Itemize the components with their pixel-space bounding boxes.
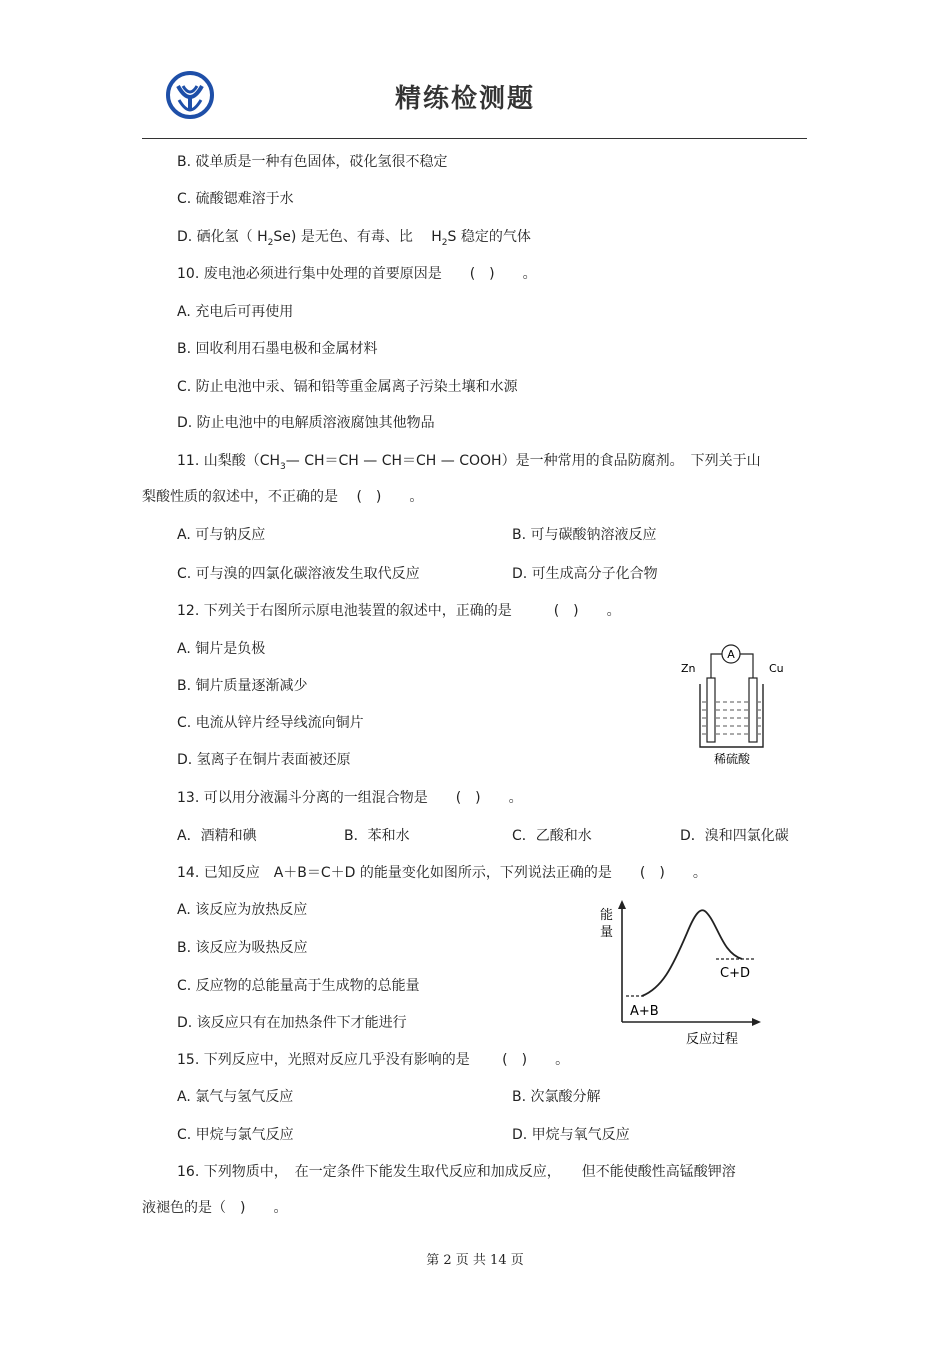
- q14-stem: 14. 已知反应 A＋B＝C＋D 的能量变化如图所示，下列说法正确的是 ( ) 。: [177, 865, 707, 881]
- ammeter-label: A: [727, 648, 735, 661]
- q12-option-a: A. 铜片是负极: [177, 641, 266, 657]
- q11-stem-line2: 梨酸性质的叙述中，不正确的是 ( ) 。: [142, 489, 424, 505]
- q14-option-c: C. 反应物的总能量高于生成物的总能量: [177, 978, 420, 994]
- q11-option-b: B. 可与碳酸钠溶液反应: [512, 527, 657, 543]
- zinc-electrode: [707, 678, 715, 742]
- header-divider: [142, 138, 807, 139]
- q14-option-a: A. 该反应为放热反应: [177, 902, 308, 918]
- page-title: 精练检测题: [395, 84, 536, 114]
- q11-stem-line1: [177, 450, 761, 472]
- q15-option-d: D. 甲烷与氧气反应: [512, 1127, 630, 1143]
- q14-option-d: D. 该反应只有在加热条件下才能进行: [177, 1015, 407, 1031]
- q15-stem: 15. 下列反应中，光照对反应几乎没有影响的是 ( ) 。: [177, 1052, 570, 1068]
- q12-option-c: C. 电流从锌片经导线流向铜片: [177, 715, 364, 731]
- q11-subscript: 3: [280, 461, 286, 472]
- q13-option-d: D．溴和四氯化碳: [680, 828, 789, 844]
- q10-option-b: B. 回收利用石墨电极和金属材料: [177, 341, 378, 357]
- q10-option-c: C. 防止电池中汞、镉和铅等重金属离子污染土壤和水源: [177, 379, 518, 395]
- y-axis-label-2: 量: [600, 925, 614, 940]
- electrolyte-label: 稀硫酸: [713, 752, 751, 766]
- y-axis-label-1: 能: [600, 908, 614, 923]
- q13-option-b: B．苯和水: [344, 828, 410, 844]
- x-axis-label: 反应过程: [686, 1032, 739, 1047]
- copper-electrode: [749, 678, 757, 742]
- q11-option-a: A. 可与钠反应: [177, 527, 266, 543]
- energy-diagram: [592, 898, 772, 1050]
- zinc-label: Zn: [681, 662, 696, 675]
- galvanic-cell-diagram: [676, 640, 796, 770]
- q11-option-c: C. 可与溴的四氯化碳溶液发生取代反应: [177, 566, 420, 582]
- q10-option-a: A. 充电后可再使用: [177, 304, 294, 320]
- publisher-logo-icon: [165, 70, 215, 120]
- q9d-subscript-1: 2: [267, 237, 274, 248]
- q9d-text-2: Se) 是无色、有毒、比 H: [273, 229, 442, 245]
- copper-label: Cu: [769, 662, 784, 675]
- q11-option-d: D. 可生成高分子化合物: [512, 566, 658, 582]
- q13-stem: 13. 可以用分液漏斗分离的一组混合物是 ( ) 。: [177, 790, 523, 806]
- q14-option-b: B. 该反应为吸热反应: [177, 940, 308, 956]
- q12-option-d: D. 氢离子在铜片表面被还原: [177, 752, 351, 768]
- q9-option-c: C. 硫酸锶难溶于水: [177, 191, 294, 207]
- reactants-label: A+B: [630, 1004, 659, 1019]
- q9d-text-3: S 稳定的气体: [447, 229, 531, 245]
- q16-stem-line2: 液褪色的是（ ) 。: [142, 1200, 288, 1216]
- q12-option-b: B. 铜片质量逐渐减少: [177, 678, 308, 694]
- page-number: 第 2 页 共 14 页: [426, 1253, 524, 1268]
- q13-option-c: C．乙酸和水: [512, 828, 592, 844]
- q15-option-b: B. 次氯酸分解: [512, 1089, 601, 1105]
- q9-option-d: [177, 226, 531, 248]
- q9-option-b: B. 砹单质是一种有色固体，砹化氢很不稳定: [177, 154, 448, 170]
- q11-text-1: 11. 山梨酸（CH: [177, 453, 281, 469]
- q11-text-2: — CH＝CH — CH＝CH — COOH）是一种常用的食品防腐剂。 下列关于山: [285, 453, 761, 469]
- q12-stem: 12. 下列关于右图所示原电池装置的叙述中，正确的是 ( ) 。: [177, 603, 621, 619]
- q13-option-a: A．酒精和碘: [177, 828, 257, 844]
- products-label: C+D: [720, 966, 750, 981]
- q9d-text-1: D. 硒化氢（ H: [177, 229, 268, 245]
- q10-option-d: D. 防止电池中的电解质溶液腐蚀其他物品: [177, 415, 435, 431]
- q15-option-a: A. 氯气与氢气反应: [177, 1089, 294, 1105]
- q16-stem-line1: 16. 下列物质中， 在一定条件下能发生取代反应和加成反应， 但不能使酸性高锰酸钾溶: [177, 1164, 736, 1180]
- q9d-subscript-2: 2: [441, 237, 448, 248]
- q15-option-c: C. 甲烷与氯气反应: [177, 1127, 294, 1143]
- energy-curve: [642, 910, 742, 996]
- q10-stem: 10. 废电池必须进行集中处理的首要原因是 ( ) 。: [177, 266, 537, 282]
